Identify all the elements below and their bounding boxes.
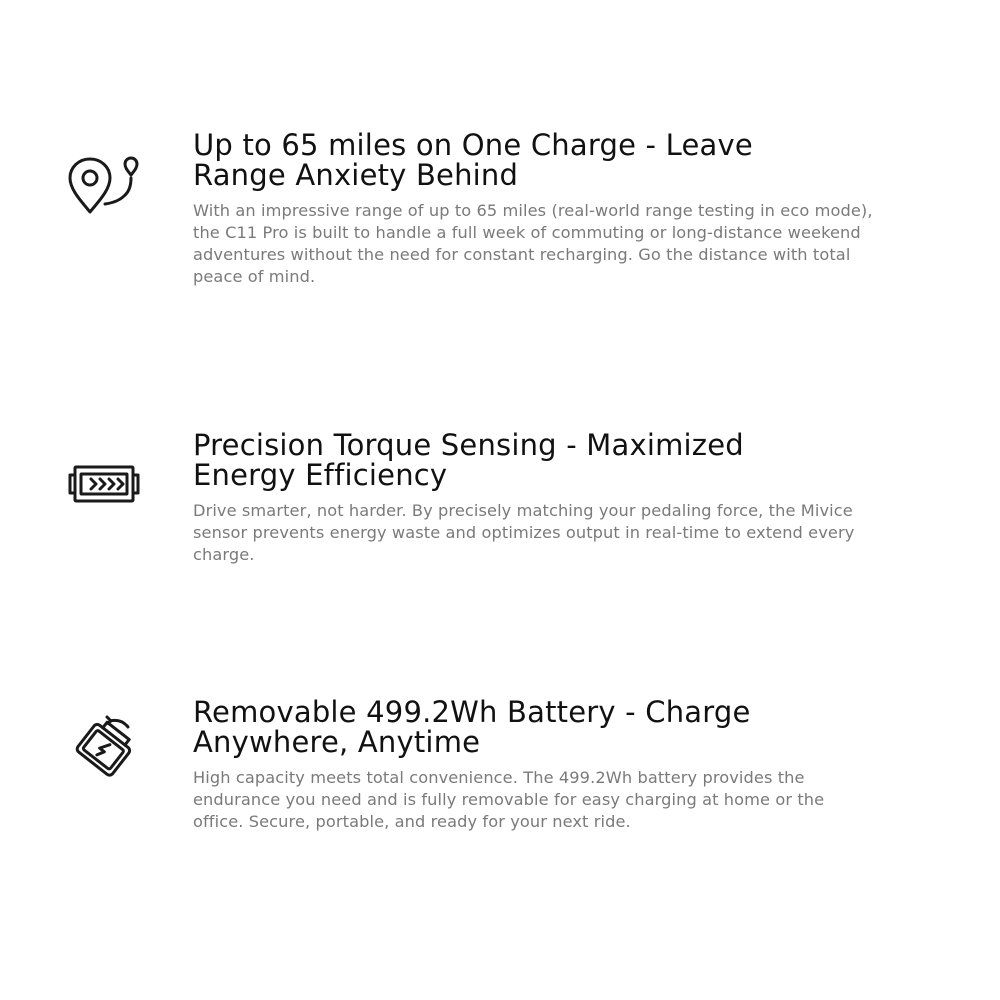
- feature-description: Drive smarter, not harder. By precisely matching your pedaling force, the Mivice sensor prevents energy waste and optimizes output in real-time to extend every charge.: [193, 501, 855, 564]
- torque-sensor-icon: [60, 438, 146, 524]
- feature-description: With an impressive range of up to 65 miles (real-world range testing in eco mode), the C11 Pro is built to handle a full week of commuting or long-distance weekend adventures without the need for constant recharging. Go the distance with total peace of mind.: [193, 201, 873, 286]
- feature-title: [193, 130, 873, 190]
- feature-title: [193, 697, 873, 757]
- feature-text: [193, 430, 873, 566]
- feature-description: High capacity meets total convenience. The 499.2Wh battery provides the endurance you need and is fully removable for easy charging at home or the office. Secure, portable, and ready for your next ride.: [193, 768, 825, 831]
- feature-text: [193, 697, 873, 833]
- feature-title-line: Energy Efficiency: [193, 458, 448, 492]
- feature-title: [193, 430, 873, 490]
- feature-title-line: Up to 65 miles on One Charge - Leave: [193, 128, 753, 162]
- feature-title-line: Precision Torque Sensing - Maximized: [193, 428, 744, 462]
- feature-title-line: Removable 499.2Wh Battery - Charge: [193, 695, 751, 729]
- feature-title-line: Range Anxiety Behind: [193, 158, 519, 192]
- location-route-icon: [60, 140, 146, 226]
- feature-title-line: Anywhere, Anytime: [193, 725, 481, 759]
- removable-battery-icon: [60, 705, 146, 791]
- feature-text: [193, 130, 873, 288]
